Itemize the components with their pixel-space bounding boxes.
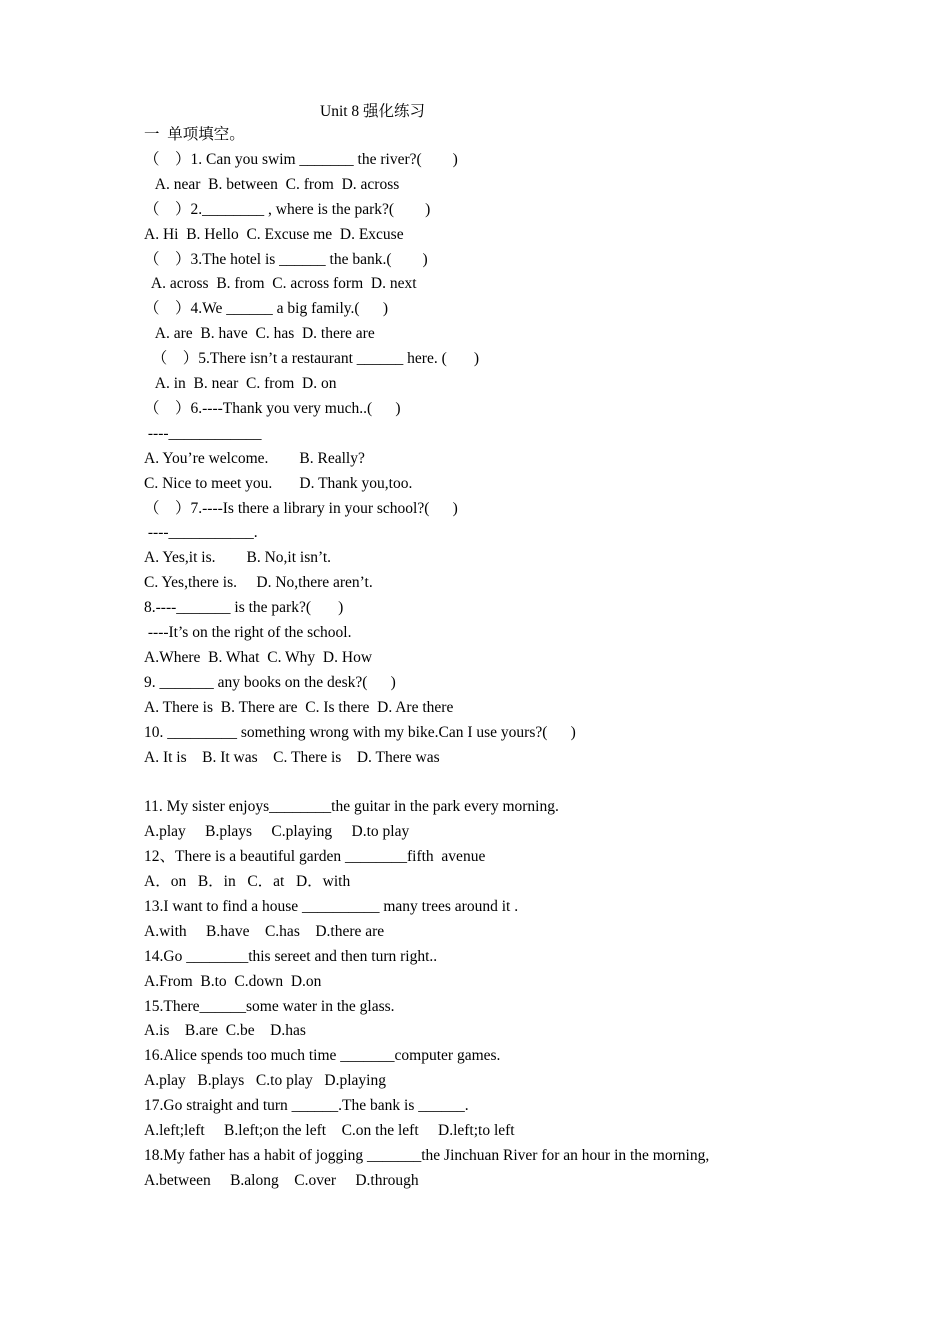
text-line: A. Hi B. Hello C. Excuse me D. Excuse: [144, 225, 404, 243]
text-line: A.Where B. What C. Why D. How: [144, 648, 373, 666]
text-line: A.between B.along C.over D.through: [144, 1171, 419, 1189]
text-line: 10. _________ something wrong with my bike.Can I use yours?( ): [144, 723, 576, 741]
text-line: （ ）3.The hotel is ______ the bank.( ): [144, 250, 428, 268]
text-line: A. across B. from C. across form D. next: [144, 275, 417, 293]
text-line: 17.Go straight and turn ______.The bank is ______.: [144, 1097, 469, 1115]
text-line: A. near B. between C. from D. across: [144, 175, 400, 193]
text-line: （ ）6.----Thank you very much..( ): [144, 399, 401, 417]
text-line: A.left;left B.left;on the left C.on the left D.left;to left: [144, 1122, 515, 1139]
text-line: A. are B. have C. has D. there are: [144, 325, 375, 343]
text-line: 14.Go ________this sereet and then turn right..: [144, 947, 438, 965]
text-line: A.play B.plays C.playing D.to play: [144, 823, 410, 841]
text-line: A.is B.are C.be D.has: [144, 1022, 306, 1040]
text-line: 18.My father has a habit of jogging _______the Jinchuan River for an hour in the morning,: [144, 1146, 710, 1164]
text-line: A．on B．in C．at D．with: [144, 873, 351, 890]
text-line: A. You’re welcome. B. Really?: [144, 449, 365, 467]
text-line: A. There is B. There are C. Is there D. Are there: [144, 698, 454, 716]
text-line: ----___________.: [144, 524, 258, 542]
section-heading: 一 单项填空。: [144, 126, 245, 143]
text-line: 15.There______some water in the glass.: [144, 997, 395, 1015]
text-line: （ ）5.There isn’t a restaurant ______ here. ( ): [144, 350, 480, 368]
text-line: ----____________: [144, 424, 262, 442]
text-line: A. It is B. It was C. There is D. There was: [144, 748, 440, 766]
text-line: 12、There is a beautiful garden ________fifth avenue: [144, 848, 486, 866]
text-line: （ ）1. Can you swim _______ the river?( ): [144, 150, 458, 168]
text-line: C. Nice to meet you. D. Thank you,too.: [144, 474, 413, 492]
text-line: 9. _______ any books on the desk?( ): [144, 673, 396, 691]
text-line: （ ）4.We ______ a big family.( ): [144, 300, 388, 318]
text-line: A. Yes,it is. B. No,it isn’t.: [144, 549, 332, 567]
text-line: A.play B.plays C.to play D.playing: [144, 1072, 386, 1090]
text-line: A.From B.to C.down D.on: [144, 972, 322, 990]
text-line: C. Yes,there is. D. No,there aren’t.: [144, 574, 373, 592]
document-title: Unit 8 强化练习: [320, 103, 426, 120]
text-line: （ ）7.----Is there a library in your school?( ): [144, 499, 458, 517]
text-line: 8.----_______ is the park?( ): [144, 599, 344, 617]
text-line: A. in B. near C. from D. on: [144, 375, 337, 392]
text-line: 13.I want to find a house __________ many trees around it .: [144, 897, 519, 915]
text-line: （ ）2.________ , where is the park?( ): [144, 200, 431, 218]
text-line: 11. My sister enjoys________the guitar in the park every morning.: [144, 798, 559, 816]
text-line: A.with B.have C.has D.there are: [144, 922, 385, 940]
text-line: 16.Alice spends too much time _______computer games.: [144, 1047, 501, 1065]
text-line: ----It’s on the right of the school.: [144, 624, 352, 641]
